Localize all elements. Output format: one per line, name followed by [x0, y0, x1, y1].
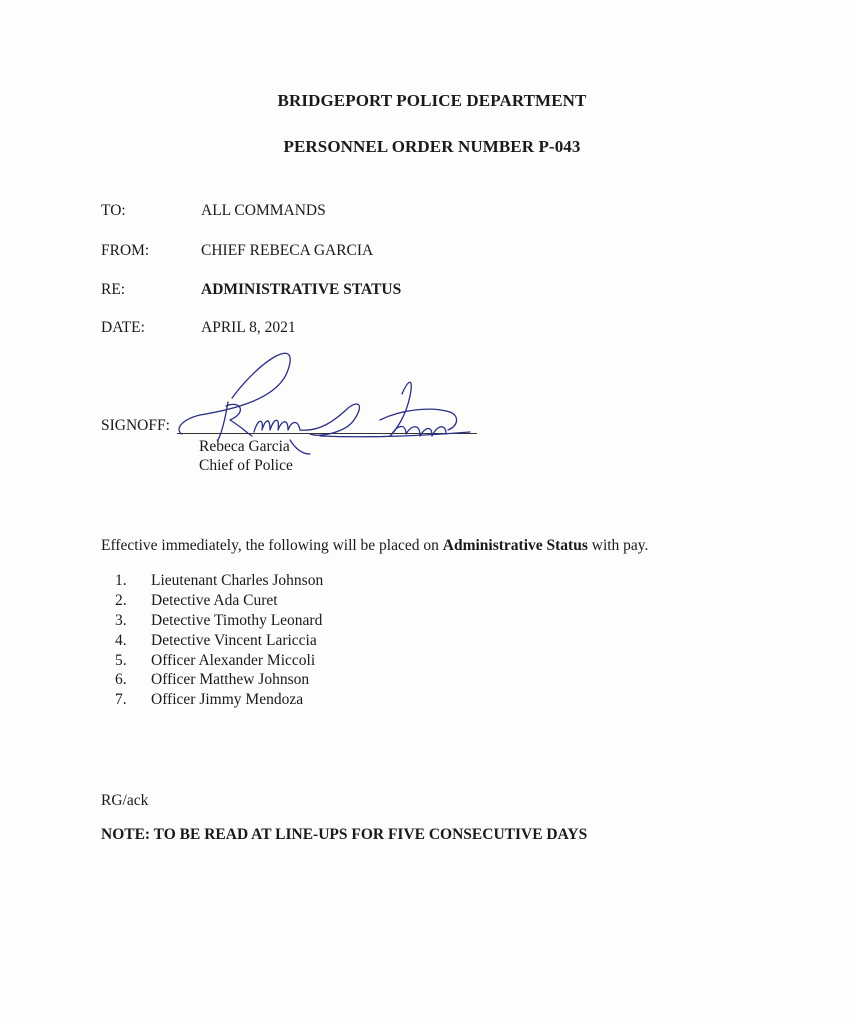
- list-item-name: Detective Ada Curet: [151, 591, 278, 609]
- list-item: [115, 651, 323, 671]
- list-item-number: 7.: [115, 691, 127, 709]
- list-item: [115, 690, 323, 710]
- list-item-name: Lieutenant Charles Johnson: [151, 572, 324, 589]
- intro-prefix: Effective immediately, the following will be placed on: [101, 537, 443, 554]
- personnel-list: [115, 571, 323, 710]
- from-label: FROM:: [101, 242, 150, 259]
- date-label: DATE:: [101, 319, 145, 336]
- order-title: PERSONNEL ORDER NUMBER P-043: [283, 137, 581, 156]
- list-item-number: 3.: [115, 611, 127, 629]
- signer-name: Rebeca Garcia: [199, 438, 290, 455]
- list-item-name: Officer Matthew Johnson: [151, 671, 310, 689]
- list-item-number: 5.: [115, 651, 127, 669]
- intro-suffix: with pay.: [587, 537, 649, 554]
- list-item-name: Officer Jimmy Mendoza: [151, 691, 304, 709]
- re-value: ADMINISTRATIVE STATUS: [201, 281, 402, 298]
- list-item-number: 6.: [115, 671, 127, 689]
- list-item: [115, 670, 323, 690]
- to-label: TO:: [101, 202, 126, 219]
- intro-bold: Administrative Status: [442, 537, 588, 554]
- signoff-label: SIGNOFF:: [101, 417, 170, 434]
- from-value: CHIEF REBECA GARCIA: [201, 242, 374, 259]
- list-item-number: 1.: [115, 572, 127, 589]
- date-value: APRIL 8, 2021: [201, 319, 296, 336]
- signer-title: Chief of Police: [199, 457, 293, 474]
- list-item-number: 2.: [115, 591, 127, 609]
- list-item: [115, 591, 323, 611]
- department-heading: BRIDGEPORT POLICE DEPARTMENT: [277, 91, 587, 110]
- list-item-name: Officer Alexander Miccoli: [151, 651, 316, 669]
- list-item: [115, 571, 323, 591]
- list-item-number: 4.: [115, 631, 127, 649]
- list-item: [115, 611, 323, 631]
- typist-initials: RG/ack: [101, 792, 149, 809]
- list-item: [115, 631, 323, 651]
- list-item-name: Detective Vincent Lariccia: [151, 631, 317, 649]
- intro-paragraph: [101, 537, 648, 555]
- re-label: RE:: [101, 281, 126, 298]
- to-value: ALL COMMANDS: [201, 202, 326, 219]
- lineup-note: NOTE: TO BE READ AT LINE-UPS FOR FIVE CONSECUTIVE DAYS: [101, 826, 588, 843]
- list-item-name: Detective Timothy Leonard: [151, 611, 323, 629]
